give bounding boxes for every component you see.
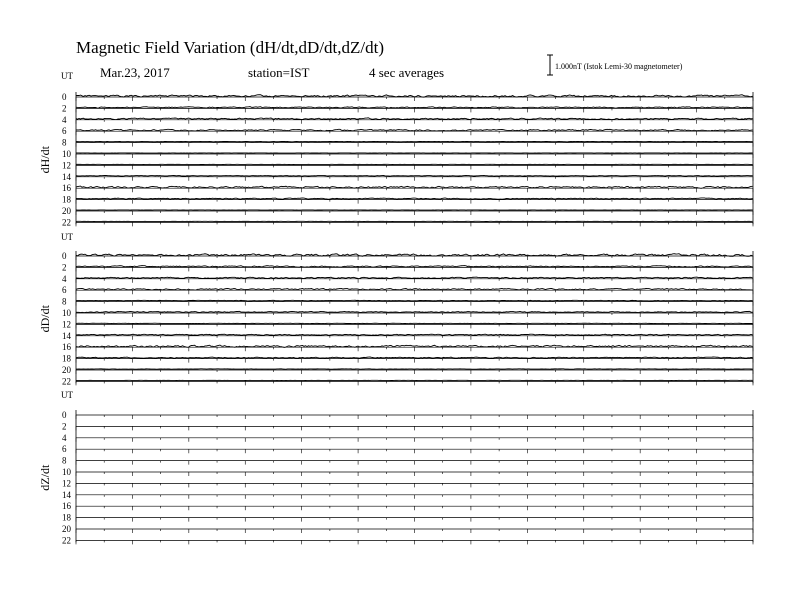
chart-title: Magnetic Field Variation (dH/dt,dD/dt,dZ/dt)	[76, 38, 385, 57]
panel-ylabel: dH/dt	[38, 146, 52, 174]
row-trace	[76, 288, 753, 290]
row-trace	[76, 118, 753, 120]
trace-row	[62, 103, 753, 113]
row-ut-label: 18	[62, 194, 71, 205]
row-ut-label: 4	[62, 432, 67, 443]
trace-row	[62, 262, 753, 272]
trace-row	[62, 365, 753, 375]
trace-row	[62, 376, 753, 386]
trace-row	[62, 308, 753, 318]
row-ut-label: 6	[62, 285, 67, 296]
trace-row	[62, 513, 753, 523]
trace-row	[62, 285, 753, 295]
panel-dddt	[38, 232, 753, 386]
row-trace	[76, 334, 753, 335]
trace-row	[62, 149, 753, 159]
row-ut-label: 0	[62, 92, 67, 102]
date-label: Mar.23, 2017	[100, 65, 170, 80]
row-ut-label: 10	[62, 308, 71, 318]
row-trace	[76, 311, 753, 312]
trace-row	[62, 217, 753, 227]
row-ut-label: 4	[62, 114, 67, 125]
trace-row	[62, 297, 753, 307]
trace-row	[62, 183, 753, 193]
row-ut-label: 0	[62, 251, 67, 261]
row-ut-label: 18	[62, 353, 71, 364]
row-ut-label: 10	[62, 467, 71, 477]
trace-row	[62, 456, 753, 466]
row-trace	[76, 129, 753, 131]
row-ut-label: 2	[62, 262, 67, 273]
row-ut-label: 20	[62, 365, 71, 375]
trace-row	[62, 342, 753, 352]
trace-row	[62, 126, 753, 136]
row-ut-label: 8	[62, 296, 67, 307]
row-trace	[76, 175, 753, 176]
panel-dzdt	[38, 390, 753, 545]
scale-bar-label: 1.000nT (Istok Lemi-30 magnetometer)	[555, 62, 683, 71]
trace-row	[62, 354, 753, 364]
row-trace	[76, 357, 753, 358]
trace-row	[62, 490, 753, 500]
row-ut-label: 22	[62, 376, 71, 387]
row-trace	[76, 107, 753, 109]
row-ut-label: 8	[62, 455, 67, 466]
ut-axis-label: UT	[61, 232, 73, 242]
trace-row	[62, 138, 753, 148]
row-ut-label: 14	[62, 489, 71, 500]
row-ut-label: 18	[62, 512, 71, 523]
trace-row	[62, 524, 753, 534]
ut-axis-label: UT	[61, 71, 73, 81]
trace-row	[62, 160, 753, 170]
trace-row	[62, 331, 753, 341]
trace-row	[62, 172, 753, 182]
trace-row	[62, 501, 753, 511]
row-ut-label: 20	[62, 524, 71, 534]
row-ut-label: 12	[62, 319, 71, 330]
row-ut-label: 16	[62, 342, 71, 353]
row-ut-label: 12	[62, 478, 71, 489]
trace-row	[62, 251, 753, 261]
ut-axis-label: UT	[61, 390, 73, 400]
trace-row	[62, 319, 753, 329]
row-trace	[76, 300, 753, 301]
trace-row	[62, 206, 753, 216]
trace-row	[62, 274, 753, 284]
row-ut-label: 12	[62, 160, 71, 171]
row-trace	[76, 277, 753, 278]
trace-row	[62, 421, 753, 431]
row-ut-label: 22	[62, 535, 71, 546]
row-ut-label: 14	[62, 171, 71, 182]
row-ut-label: 6	[62, 444, 67, 455]
scale-bar	[547, 55, 683, 75]
row-ut-label: 20	[62, 206, 71, 216]
trace-row	[62, 535, 753, 545]
trace-row	[62, 195, 753, 205]
panels	[38, 71, 753, 545]
trace-row	[62, 433, 753, 443]
row-ut-label: 10	[62, 149, 71, 159]
row-ut-label: 2	[62, 421, 67, 432]
averaging-label: 4 sec averages	[369, 65, 445, 80]
trace-row	[62, 92, 753, 102]
panel-ylabel: dZ/dt	[38, 464, 52, 491]
panel-ylabel: dD/dt	[38, 305, 52, 333]
row-ut-label: 22	[62, 217, 71, 228]
station-label: station=IST	[248, 65, 310, 80]
row-ut-label: 16	[62, 183, 71, 194]
row-ut-label: 2	[62, 103, 67, 114]
row-ut-label: 0	[62, 410, 67, 420]
row-trace	[76, 266, 753, 268]
row-ut-label: 14	[62, 330, 71, 341]
trace-row	[62, 444, 753, 454]
row-ut-label: 4	[62, 273, 67, 284]
trace-row	[62, 115, 753, 125]
row-trace	[76, 198, 753, 199]
trace-row	[62, 467, 753, 477]
trace-row	[62, 410, 753, 420]
trace-row	[62, 478, 753, 488]
panel-dhdt	[38, 71, 753, 227]
row-ut-label: 16	[62, 501, 71, 512]
row-ut-label: 6	[62, 126, 67, 137]
row-ut-label: 8	[62, 137, 67, 148]
